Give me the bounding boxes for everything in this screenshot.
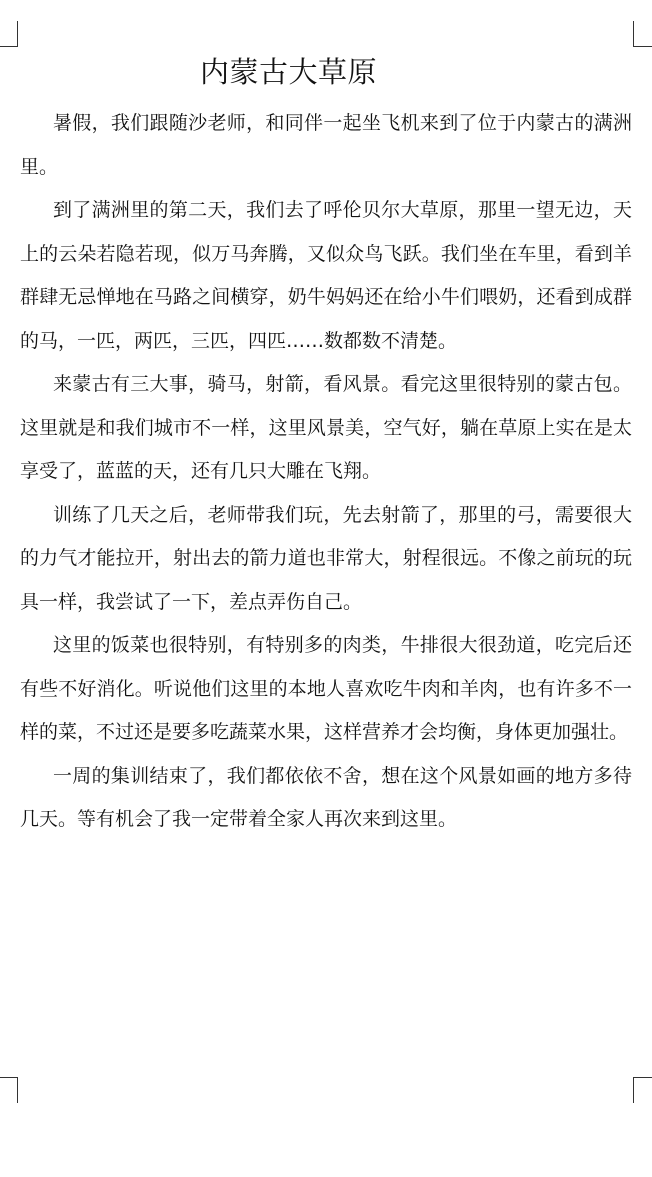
crop-mark-bottom-right	[633, 1077, 652, 1103]
paragraph: 训练了几天之后，老师带我们玩，先去射箭了，那里的弓，需要很大的力气才能拉开，射出去的箭力道也非常大，射程很远。不像之前玩的玩具一样，我尝试了一下，差点弄伤自己。	[20, 503, 632, 613]
crop-mark-bottom-left	[0, 1077, 18, 1103]
crop-mark-top-right	[633, 21, 652, 47]
paragraph: 来蒙古有三大事，骑马，射箭，看风景。看完这里很特别的蒙古包。这里就是和我们城市不一样，这里风景美，空气好，躺在草原上实在是太享受了，蓝蓝的天，还有几只大雕在飞翔。	[20, 373, 632, 482]
paragraph: 暑假，我们跟随沙老师，和同伴一起坐飞机来到了位于内蒙古的满洲里。	[20, 112, 632, 178]
crop-mark-top-left	[0, 21, 18, 47]
page-title: 内蒙古大草原	[200, 55, 378, 89]
paragraph: 到了满洲里的第二天，我们去了呼伦贝尔大草原，那里一望无边，天上的云朵若隐若现，似万马奔腾，又似众鸟飞跃。我们坐在车里，看到羊群肆无忌惮地在马路之间横穿，奶牛妈妈还在给小牛们喂奶，还看到成群的马，一匹，两匹，三匹，四匹……数都数不清楚。	[20, 199, 632, 352]
paragraph: 这里的饭菜也很特别，有特别多的肉类，牛排很大很劲道，吃完后还有些不好消化。听说他们这里的本地人喜欢吃牛肉和羊肉，也有许多不一样的菜，不过还是要多吃蔬菜水果，这样营养才会均衡，身体更加强壮。	[20, 634, 632, 743]
article-body	[20, 102, 632, 842]
paragraph: 一周的集训结束了，我们都依依不舍，想在这个风景如画的地方多待几天。等有机会了我一定带着全家人再次来到这里。	[20, 764, 632, 830]
